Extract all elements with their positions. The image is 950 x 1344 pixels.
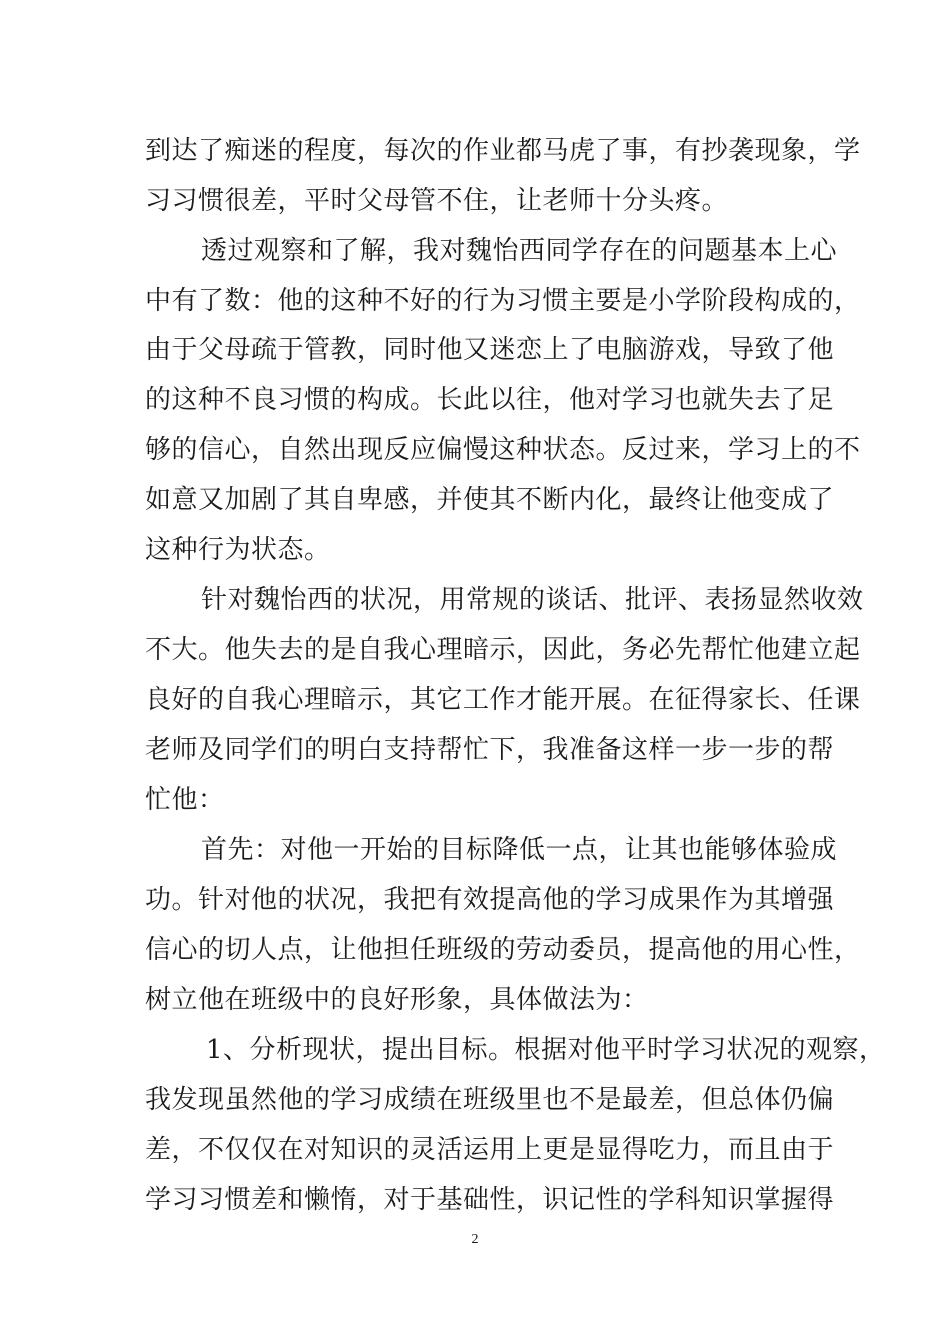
text-line: 我发现虽然他的学习成绩在班级里也不是最差，但总体仍偏: [145, 1085, 835, 1115]
text-line: 差，不仅仅在对知识的灵活运用上更是显得吃力，而且由于: [145, 1135, 835, 1165]
text-line: 不大。他失去的是自我心理暗示，因此，务必先帮忙他建立起: [145, 635, 861, 665]
text-line: 够的信心，自然出现反应偏慢这种状态。反过来，学习上的不: [145, 435, 861, 465]
text-line: 树立他在班级中的良好形象，具体做法为：: [145, 985, 649, 1015]
text-line: 学习习惯差和懒惰，对于基础性，识记性的学科知识掌握得: [145, 1185, 835, 1215]
text-line: 老师及同学们的明白支持帮忙下，我准备这样一步一步的帮: [145, 735, 835, 765]
text-line: 良好的自我心理暗示，其它工作才能开展。在征得家长、任课: [145, 685, 861, 715]
text-line: 1、分析现状，提出目标。根据对他平时学习状况的观察，: [206, 1035, 886, 1065]
page-number: 2: [471, 1232, 479, 1247]
text-line: 由于父母疏于管教，同时他又迷恋上了电脑游戏，导致了他: [145, 335, 835, 365]
text-line: 这种行为状态。: [145, 535, 331, 565]
text-line: 中有了数：他的这种不好的行为习惯主要是小学阶段构成的，: [145, 286, 861, 316]
text-line: 到达了痴迷的程度，每次的作业都马虎了事，有抄袭现象，学: [145, 136, 861, 166]
text-line: 忙他：: [145, 785, 225, 815]
text-line: 透过观察和了解，我对魏怡西同学存在的问题基本上心: [201, 236, 838, 266]
text-line: 的这种不良习惯的构成。长此以往，他对学习也就失去了足: [145, 385, 835, 415]
text-line: 如意又加剧了其自卑感，并使其不断内化，最终让他变成了: [145, 485, 835, 515]
text-line: 功。针对他的状况，我把有效提高他的学习成果作为其增强: [145, 885, 835, 915]
text-line: 首先：对他一开始的目标降低一点，让其也能够体验成: [201, 835, 838, 865]
text-line: 针对魏怡西的状况，用常规的谈话、批评、表扬显然收效: [201, 585, 864, 615]
text-line: 习习惯很差，平时父母管不住，让老师十分头疼。: [145, 186, 729, 216]
text-line: 信心的切人点，让他担任班级的劳动委员，提高他的用心性，: [145, 935, 861, 965]
